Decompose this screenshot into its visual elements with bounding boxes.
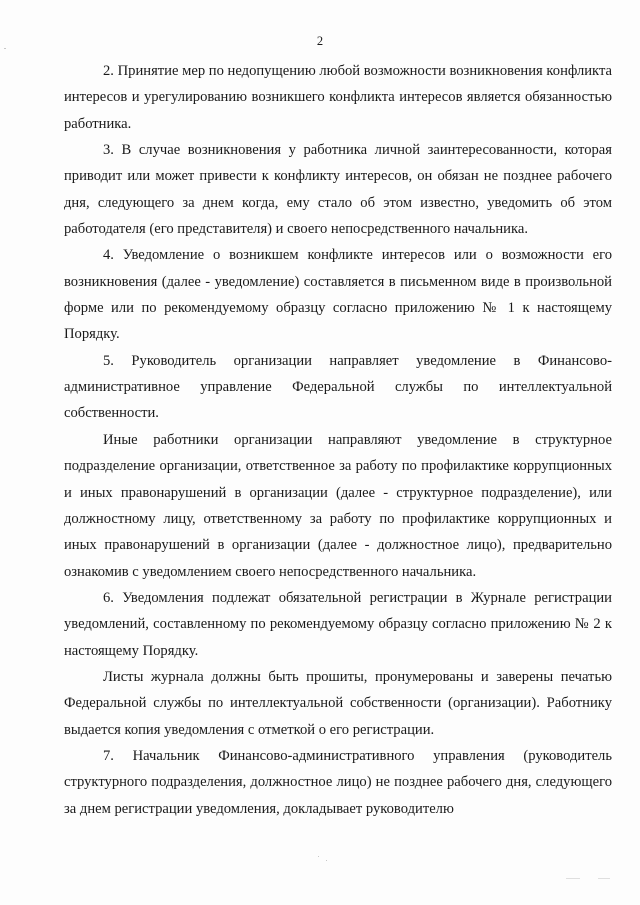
scan-speck bbox=[318, 856, 319, 857]
scan-speck bbox=[566, 878, 580, 879]
paragraph-other-employees: Иные работники организации направляют уведомление в структурное подразделение организации, ответственное за работу по профилактике коррупционных и иных правонарушений в организации (далее - структурное подразделение), или должностному лицу, ответственному за работу по профилактике коррупционных и иных правонарушений в организации (далее - должностное лицо), предварительно ознакомив с уведомлением своего непосредственного начальника. bbox=[64, 431, 612, 580]
paragraph-item-6: 6. Уведомления подлежат обязательной регистрации в Журнале регистрации уведомлений, составленному по рекомендуемому образцу согласно приложению № 2 к настоящему Порядку. bbox=[64, 589, 612, 659]
page-number: 2 bbox=[316, 34, 324, 48]
paragraph-item-3: 3. В случае возникновения у работника личной заинтересованности, которая приводит или может привести к конфликту интересов, он обязан не позднее рабочего дня, следующего за днем когда, ему стало об этом известно, уведомить об этом работодателя (его представителя) и своего непосредственного начальника. bbox=[64, 142, 612, 238]
paragraph-item-5: 5. Руководитель организации направляет уведомление в Финансово-административное управление Федеральной службы по интеллектуальной собственности. bbox=[64, 352, 612, 422]
scan-speck bbox=[4, 48, 6, 49]
scan-speck bbox=[598, 878, 610, 879]
paragraph-journal-sheets: Листы журнала должны быть прошиты, пронумерованы и заверены печатью Федеральной службы по интеллектуальной собственности (организации). Работнику выдается копия уведомления с отметкой о его регистрации. bbox=[64, 668, 612, 738]
document-body bbox=[64, 58, 612, 822]
paragraph-item-2: 2. Принятие мер по недопущению любой возможности возникновения конфликта интересов и урегулированию возникшего конфликта интересов является обязанностью работника. bbox=[64, 63, 612, 132]
scan-speck bbox=[326, 860, 327, 861]
paragraph-item-7: 7. Начальник Финансово-административного управления (руководитель структурного подразделения, должностное лицо) не позднее рабочего дня, следующего за днем регистрации уведомления, докладывает руководителю bbox=[64, 747, 612, 817]
paragraph-item-4: 4. Уведомление о возникшем конфликте интересов или о возможности его возникновения (далее - уведомление) составляется в письменном виде в произвольной форме или по рекомендуемому образцу согласно приложению № 1 к настоящему Порядку. bbox=[64, 247, 612, 343]
